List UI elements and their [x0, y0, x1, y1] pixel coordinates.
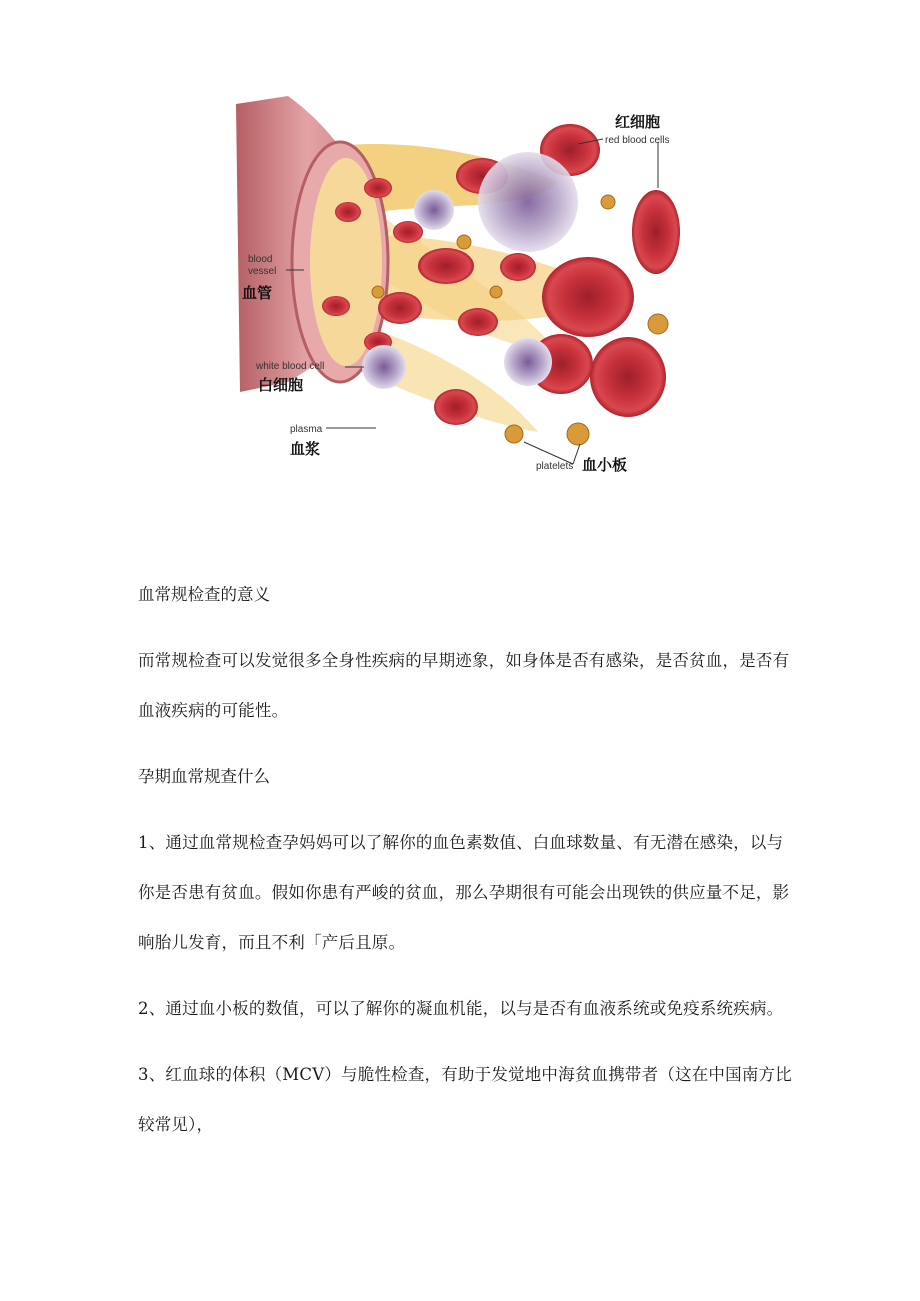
red-blood-cell	[322, 296, 350, 316]
label-platelets-zh: 血小板	[582, 456, 628, 474]
paragraph-item-1: 1、通过血常规检查孕妈妈可以了解你的血色素数值、白血球数量、有无潜在感染，以与你是否患有贫血。假如你患有严峻的贫血，那么孕期很有可能会出现铁的供应量不足，影响胎儿发育，而且不利「产后且原。	[138, 833, 790, 952]
white-blood-cell	[504, 338, 552, 386]
article-body	[138, 570, 798, 1166]
label-white-cell-en: white blood cell	[256, 361, 325, 372]
red-blood-cell	[434, 389, 478, 425]
label-plasma-en: plasma	[290, 424, 323, 435]
platelet	[648, 314, 668, 334]
paragraph-significance: 而常规检查可以发觉很多全身性疾病的早期迹象，如身体是否有感染，是否贫血，是否有血液疾病的可能性。	[138, 651, 790, 720]
white-blood-cell	[414, 190, 454, 230]
section-heading-significance: 血常规检查的意义	[138, 585, 270, 604]
platelet	[567, 423, 589, 445]
label-vessel-en-2: vessel	[248, 266, 277, 277]
label-vessel-zh: 血管	[242, 284, 273, 302]
platelet	[372, 286, 384, 298]
red-blood-cell	[458, 308, 498, 336]
blood-vessel	[236, 96, 388, 392]
section-heading-pregnancy: 孕期血常规查什么	[138, 767, 270, 786]
red-blood-cell	[500, 253, 536, 281]
red-blood-cell	[378, 292, 422, 324]
red-blood-cell	[590, 337, 666, 417]
label-white-cell-zh: 白细胞	[258, 376, 304, 394]
label-red-cells-en: red blood cells	[605, 135, 670, 146]
platelet	[601, 195, 615, 209]
white-blood-cell	[362, 345, 406, 389]
label-red-cells-zh: 红细胞	[615, 113, 661, 131]
red-blood-cell	[393, 221, 423, 243]
red-blood-cell	[335, 202, 361, 222]
paragraph-item-3: 3、红血球的体积（MCV）与脆性检查，有助于发觉地中海贫血携带者（这在中国南方比较常见），	[138, 1065, 792, 1134]
platelet	[490, 286, 502, 298]
label-plasma-zh: 血浆	[290, 440, 321, 458]
label-platelets-en: platelets	[536, 461, 574, 472]
platelet	[457, 235, 471, 249]
blood-components-illustration	[228, 92, 698, 484]
white-blood-cell	[478, 152, 578, 252]
red-blood-cell	[364, 178, 392, 198]
paragraph-item-2: 2、通过血小板的数值，可以了解你的凝血机能，以与是否有血液系统或免疫系统疾病。	[138, 999, 784, 1018]
red-blood-cell	[418, 248, 474, 284]
red-blood-cell	[542, 257, 634, 337]
red-blood-cell	[632, 190, 680, 274]
label-vessel-en-1: blood	[248, 254, 273, 265]
platelet	[505, 425, 523, 443]
blood-illustration-svg	[228, 92, 698, 484]
